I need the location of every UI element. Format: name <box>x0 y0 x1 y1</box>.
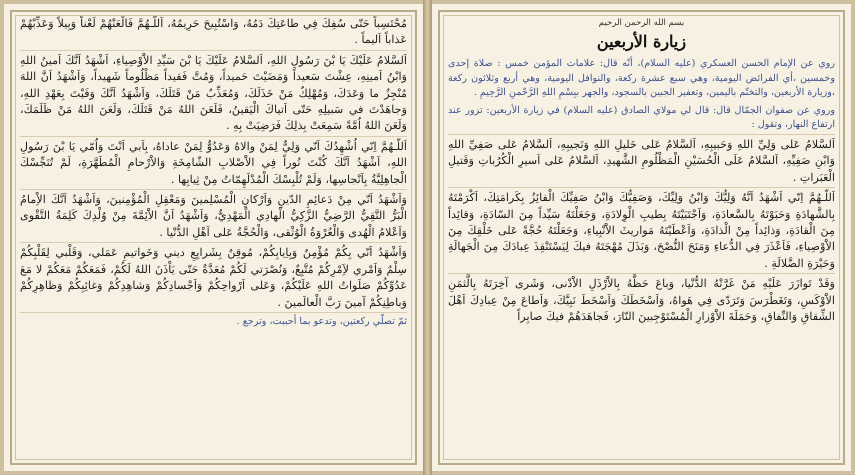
left-page <box>4 4 423 471</box>
right-paragraph-3: اَلسَّلامُ عَلى وَلِيِّ اللهِ وَحَبيبِهِ، اَلسَّلامُ عَلى خَليلِ اللهِ وَنَجيبِهِ، اَلسَّلامُ عَلى صَفِيِّ اللهِ وَابْنِ صَفِيِّهِ، اَلسَّلامُ عَلَى الْحُسَيْنِ الْمَظْلُومِ الشَّهيدِ، اَلسَّلامُ عَلى اَسيرِ الْكُرُباتِ وَقَتيلِ الْعَبَراتِ . <box>448 137 835 188</box>
left-paragraph-5: وَاَشْهَدُ اَنّي بِكُمْ مُؤْمِنٌ وَبِاِيابِكُمْ، مُوقِنٌ بِشَرايِعِ ديني وَخَواتيمِ عَمَلي، وَقَلْبي لِقَلْبِكُمْ سِلْمٌ وَاَمْري لاَِمْرِكُمْ مُتَّبِعٌ، وَنُصْرَتي لَكُمْ مُعَدَّةٌ حَتّى يَاْذَنَ اللهُ لَكُمْ، فَمَعَكُمْ مَعَكُمْ لا مَعَ عَدُوِّكُمْ صَلَواتُ اللهِ عَلَيْكُمْ، وَعَلى اَرْواحِكُمْ وَاَجْسادِكُمْ وَشاهِدِكُمْ وَغائِبِكُمْ وَظاهِرِكُمْ وَباطِنِكُمْ آمينَ رَبَّ الْعالَمينَ . <box>20 245 407 313</box>
right-paragraph-4: اَللّـهُمَّ اِنّي اَشْهَدُ اَنَّهُ وَلِيُّكَ وَابْنُ وَلِيِّكَ، وَصَفِيُّكَ وَابْنُ صَفِيِّكَ الْفائِزُ بِكَرامَتِكَ، اَكْرَمْتَهُ بِالشَّهادَةِ وَحَبَوْتَهُ بِالسَّعادَةِ، وَاَجْتَبَيْتَهُ بِطيبِ الْوِلادَةِ، وَجَعَلْتَهُ سَيِّداً مِنَ السّادَةِ، وَقائِداً مِنَ الْقادَةِ، وَذائِداً مِنْ الْذادَةِ، وَاَعْطَيْتَهُ مَواريثَ الاَْنْبِياءِ، وَجَعَلْتَهُ حُجَّةً عَلى خَلْقِكَ مِنَ الاَْوْصِياءِ، فَاَعْذَرَ فِي الدُّعاءِ وَمَنَحَ النُّصْحَ، وَبَذَلَ مُهْجَتَهُ فيكَ لِيَسْتَنْقِذَ عِبادَكَ مِنَ الْجَهالَةِ وَحَيْرَةِ الضَّلالَةِ . <box>448 190 835 274</box>
left-paragraph-2: اَلسَّلامُ عَلَيْكَ يَا بْنَ رَسُولِ اللهِ، اَلسَّلامُ عَلَيْكَ يَا بْنَ سَيِّدِ الاَْوْصِياءِ، اَشْهَدُ اَنَّكَ اَمينُ اللهِ وَابْنُ اَمينِهِ، عِشْتَ سَعيداً وَمَضَيْتَ حَميداً، وَمُتَّ فَقيداً مَظْلُوماً شَهيداً، وَاَشْهَدُ اَنَّ اللهَ مُنْجِزٌ ما وَعَدَكَ، وَمُهْلِكٌ مَنْ خَذَلَكَ، وَمُعَذِّبٌ مَنْ قَتَلَكَ، وَاَشْهَدُ اَنَّكَ وَفَيْتَ بِعَهْدِ اللهِ، وَجاهَدْتَ في سَبيلِهِ حَتّى اَتياكَ الْيَقينُ، فَلَعَنَ اللهُ مَنْ قَتَلَكَ، وَلَعَنَ اللهُ مَنْ ظَلَمَكَ، وَلَعَنَ اللهُ اُمَّةً سَمِعَتْ بِذلِكَ فَرَضِيَتْ بِهِ . <box>20 53 407 137</box>
right-intro-paragraph-2: وروي عن صفوان الجمّال قال: قال لي مولاي الصادق (عليه السلام) في زيارة الأربعين: تزور عند ارتفاع النهار، وتقول : <box>448 104 835 135</box>
right-paragraph-5: وَقَدْ تَوازَرَ عَلَيْهِ مَنْ غَرَّتْهُ الدُّنْيا، وَباعَ حَظَّهُ بِالاَْرْذَلِ الاَْدْنى، وَشَرى آخِرَتَهُ بِالَّثمَنِ الاَْوْكَسِ، وَتَغَطْرَسَ وَتَرَدّى فِي هَواهُ، وَاَسْخَطَكَ وَاَسْخَطَ نَبِيَّكَ، وَاَطاعَ مِنْ عِبادِكَ اَهْلَ الشِّقاقِ وَالنِّفاقِ، وَحَمَلَةَ الاَْوْزارِ الْمُسْتَوْجِبينَ النّارَ، فَجاهَدَهُمْ فيكَ صابِراً <box>448 277 835 324</box>
left-page-content <box>20 16 407 459</box>
left-paragraph-3: اَللّـهُمَّ اِنّي اُشْهِدُكَ اَنّي وَلِيٌّ لِمَنْ والاهُ وَعَدُوٌّ لِمَنْ عاداهُ، بِاَبي اَنْتَ وَاُمّي يَا بْنَ رَسُولِ اللهِ، اَشْهَدُ اَنَّكَ كُنْتَ نُوراً فِي الاَْصْلابِ الشّامِخَةِ وَالاَْرْحامِ الْمُطَهَّرَةِ، لَمْ تُنَجِّسْكَ الْجاهِلِيَّةُ بِاَنْجاسِها، وَلَمْ تُلْبِسْكَ الْمُدْلَهِمّاتُ مِنْ ثِيابِها . <box>20 139 407 190</box>
left-closing-instruction: ثمّ تصلّي ركعتين، وتدعو بما أحببت، وترجع . <box>236 315 407 327</box>
basmala: بسم الله الرحمن الرحيم <box>598 18 685 28</box>
left-paragraph-1: مُحْتَسِباً حَتّى سُفِكَ فِي طاعَتِكَ دَمُهُ، وَاسْتُبِيحَ حَرِيمُهُ، اَللّـهُمَّ فَالْعَنْهُمْ لَعْناً وَبِيلاً وَعَذِّبْهُمْ عَذاباً اَليماً . <box>20 16 407 51</box>
page-title: زيارة الأربعين <box>596 32 687 51</box>
right-page <box>432 4 851 471</box>
left-paragraph-4: وَاَشْهَدُ اَنّي مِنْ دَعائِمِ الدّينِ وَاَرْكانِ الْمُسْلِمينَ وَمَعْقِلِ الْمُؤْمِنينَ، وَاَشْهَدُ اَنَّكَ الاِْمامُ الْبَرُّ التَّقِيُّ الرَّضِيُّ الزَّكِيُّ الْهادِي الْمَهْدِيُّ، وَاَشْهَدُ اَنَّ الاَْئِمَّةَ مِنْ وُلْدِكَ كَلِمَةُ التَّقْوى وَاَعْلامُ الْهُدى وَالْعُرْوَةُ الْوُثْقى، وَالْحُجَّةُ عَلى اَهْلِ الدُّنْيا . <box>20 192 407 243</box>
right-intro-paragraph-1: روي عن الإمام الحسن العسكري (عليه السلام)، أنّه قال: علامات المؤمن خمس : صلاة إحدى وخمسين ،أي الفرائض اليومية، وهي سبع عشرة ركعة، والنوافل اليومية، وهي أربع وثلاثون ركعة ،وزيارة الأربعين، والتختّم باليمين، وتعفير الجبين بالسجود، والجهر ببِسْمِ اللهِ الرَّحْمنِ الرَّحِيمِ . <box>448 58 835 99</box>
book-spine <box>423 0 432 475</box>
right-page-content <box>448 16 835 459</box>
